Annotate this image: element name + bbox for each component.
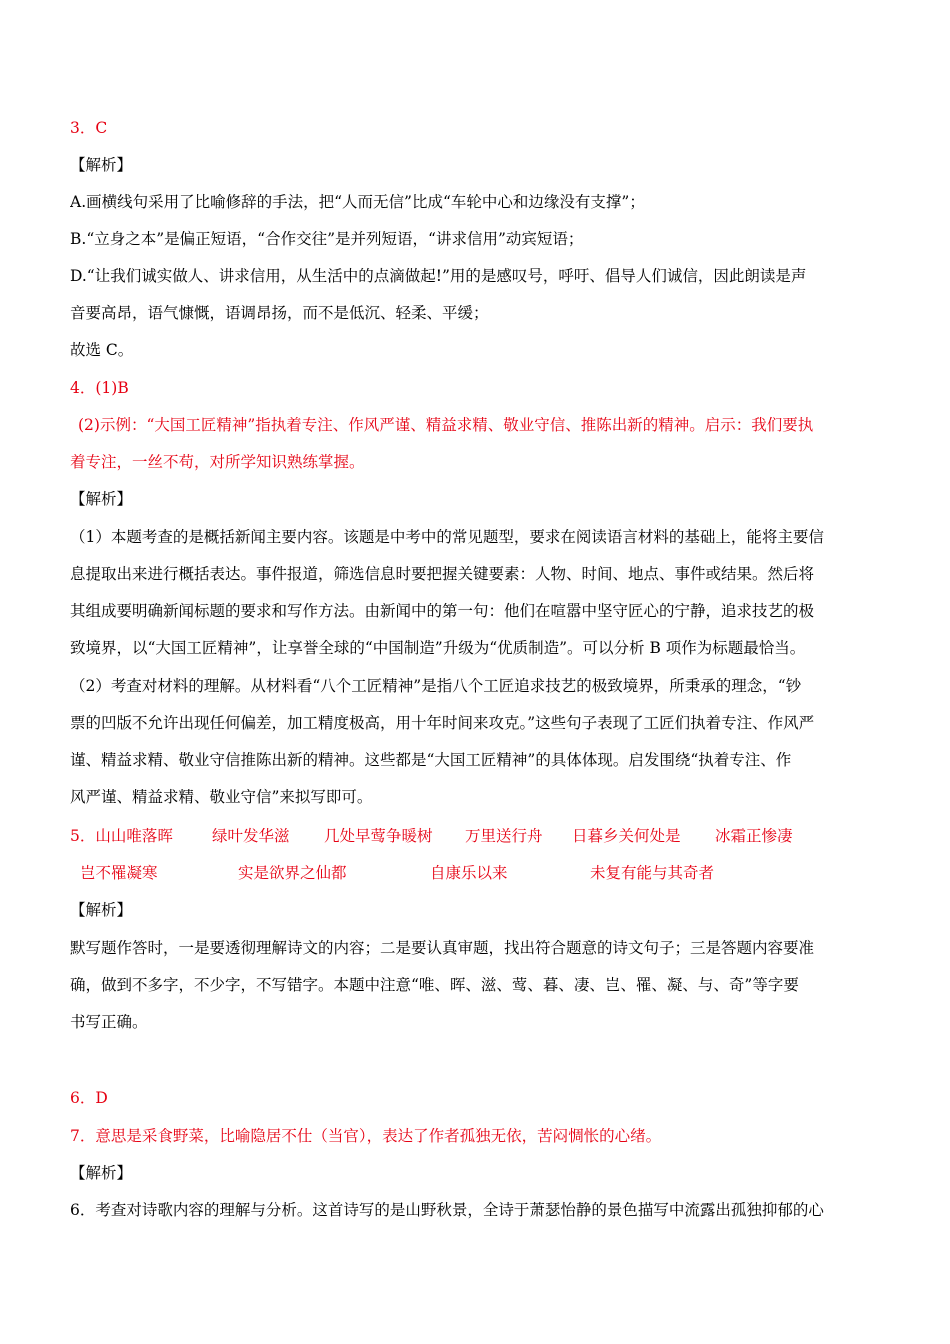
q3-option-a: A.画横线句采用了比喻修辞的手法，把“人而无信”比成“车轮中心和边缘没有支撑”； bbox=[70, 193, 645, 211]
q4-p2-line2: 票的凹版不允许出现任何偏差，加工精度极高，用十年时间来攻克。”这些句子表现了工匠们执着专注、作风严 bbox=[70, 714, 815, 732]
q4-answer2-line2: 着专注，一丝不苟，对所学知识熟练掌握。 bbox=[70, 453, 365, 471]
q4-answer2-line1: (2)示例：“大国工匠精神”指执着专注、作风严谨、精益求精、敬业守信、推陈出新的精神。启示：我们要执 bbox=[78, 416, 814, 434]
q6-answer: 6．D bbox=[70, 1089, 108, 1107]
q7-analysis-label: 【解析】 bbox=[70, 1164, 133, 1182]
q5-verse-9: 自康乐以来 bbox=[430, 864, 508, 882]
q7-answer: 7．意思是采食野菜，比喻隐居不仕（当官），表达了作者孤独无依，苦闷惆怅的心绪。 bbox=[70, 1127, 662, 1145]
q3-answer: 3．C bbox=[70, 119, 108, 137]
q5-analysis-line2: 确，做到不多字，不少字，不写错字。本题中注意“唯、晖、滋、莺、暮、凄、岂、罹、凝、与、奇”等字要 bbox=[70, 976, 799, 994]
q4-p2-line4: 风严谨、精益求精、敬业守信”来拟写即可。 bbox=[70, 788, 373, 806]
q4-p1-line4: 致境界，以“大国工匠精神”，让享誉全球的“中国制造”升级为“优质制造”。可以分析 B 项作为标题最恰当。 bbox=[70, 639, 806, 657]
q5-verse-5: 日暮乡关何处是 bbox=[572, 827, 681, 845]
q5-verse-10: 未复有能与其奇者 bbox=[590, 864, 715, 882]
q4-answer1: 4．(1)B bbox=[70, 379, 129, 397]
q4-p1-line1: （1）本题考查的是概括新闻主要内容。该题是中考中的常见题型，要求在阅读语言材料的基础上，能将主要信 bbox=[70, 528, 824, 546]
q5-analysis-line1: 默写题作答时，一是要透彻理解诗文的内容；二是要认真审题，找出符合题意的诗文句子；三是答题内容要准 bbox=[70, 939, 815, 957]
q3-conclusion: 故选 C。 bbox=[70, 341, 134, 359]
q5-verse-7: 岂不罹凝寒 bbox=[80, 864, 158, 882]
q4-analysis-label: 【解析】 bbox=[70, 490, 133, 508]
q4-p2-line1: （2）考查对材料的理解。从材料看“八个工匠精神”是指八个工匠追求技艺的极致境界，所秉承的理念，“钞 bbox=[70, 677, 802, 695]
q4-p2-line3: 谨、精益求精、敬业守信推陈出新的精神。这些都是“大国工匠精神”的具体体现。启发围绕“执着专注、作 bbox=[70, 751, 792, 769]
q5-analysis-line3: 书写正确。 bbox=[70, 1013, 148, 1031]
q5-verse-2: 绿叶发华滋 bbox=[212, 827, 290, 845]
q3-option-b: B.“立身之本”是偏正短语，“合作交往”是并列短语，“讲求信用”动宾短语； bbox=[70, 230, 584, 248]
q4-p1-line2: 息提取出来进行概括表达。事件报道，筛选信息时要把握关键要素：人物、时间、地点、事件或结果。然后将 bbox=[70, 565, 815, 583]
q5-verse-6: 冰霜正惨凄 bbox=[715, 827, 793, 845]
q5-verse-1: 5．山山唯落晖 bbox=[70, 827, 173, 845]
q5-verse-8: 实是欲界之仙都 bbox=[238, 864, 347, 882]
q4-p1-line3: 其组成要明确新闻标题的要求和写作方法。由新闻中的第一句：他们在喧嚣中坚守匠心的宁静，追求技艺的极 bbox=[70, 602, 815, 620]
q3-option-d-line1: D.“让我们诚实做人、讲求信用，从生活中的点滴做起!”用的是感叹号，呼吁、倡导人们诚信，因此朗读是声 bbox=[70, 267, 807, 285]
q5-verse-3: 几处早莺争暖树 bbox=[324, 827, 433, 845]
q3-option-d-line2: 音要高昂，语气慷慨，语调昂扬，而不是低沉、轻柔、平缓； bbox=[70, 304, 489, 322]
q7-analysis-line1: 6．考查对诗歌内容的理解与分析。这首诗写的是山野秋景，全诗于萧瑟怡静的景色描写中流露出孤独抑郁的心 bbox=[70, 1201, 824, 1219]
q5-verse-4: 万里送行舟 bbox=[465, 827, 543, 845]
q5-analysis-label: 【解析】 bbox=[70, 901, 133, 919]
q3-analysis-label: 【解析】 bbox=[70, 156, 133, 174]
